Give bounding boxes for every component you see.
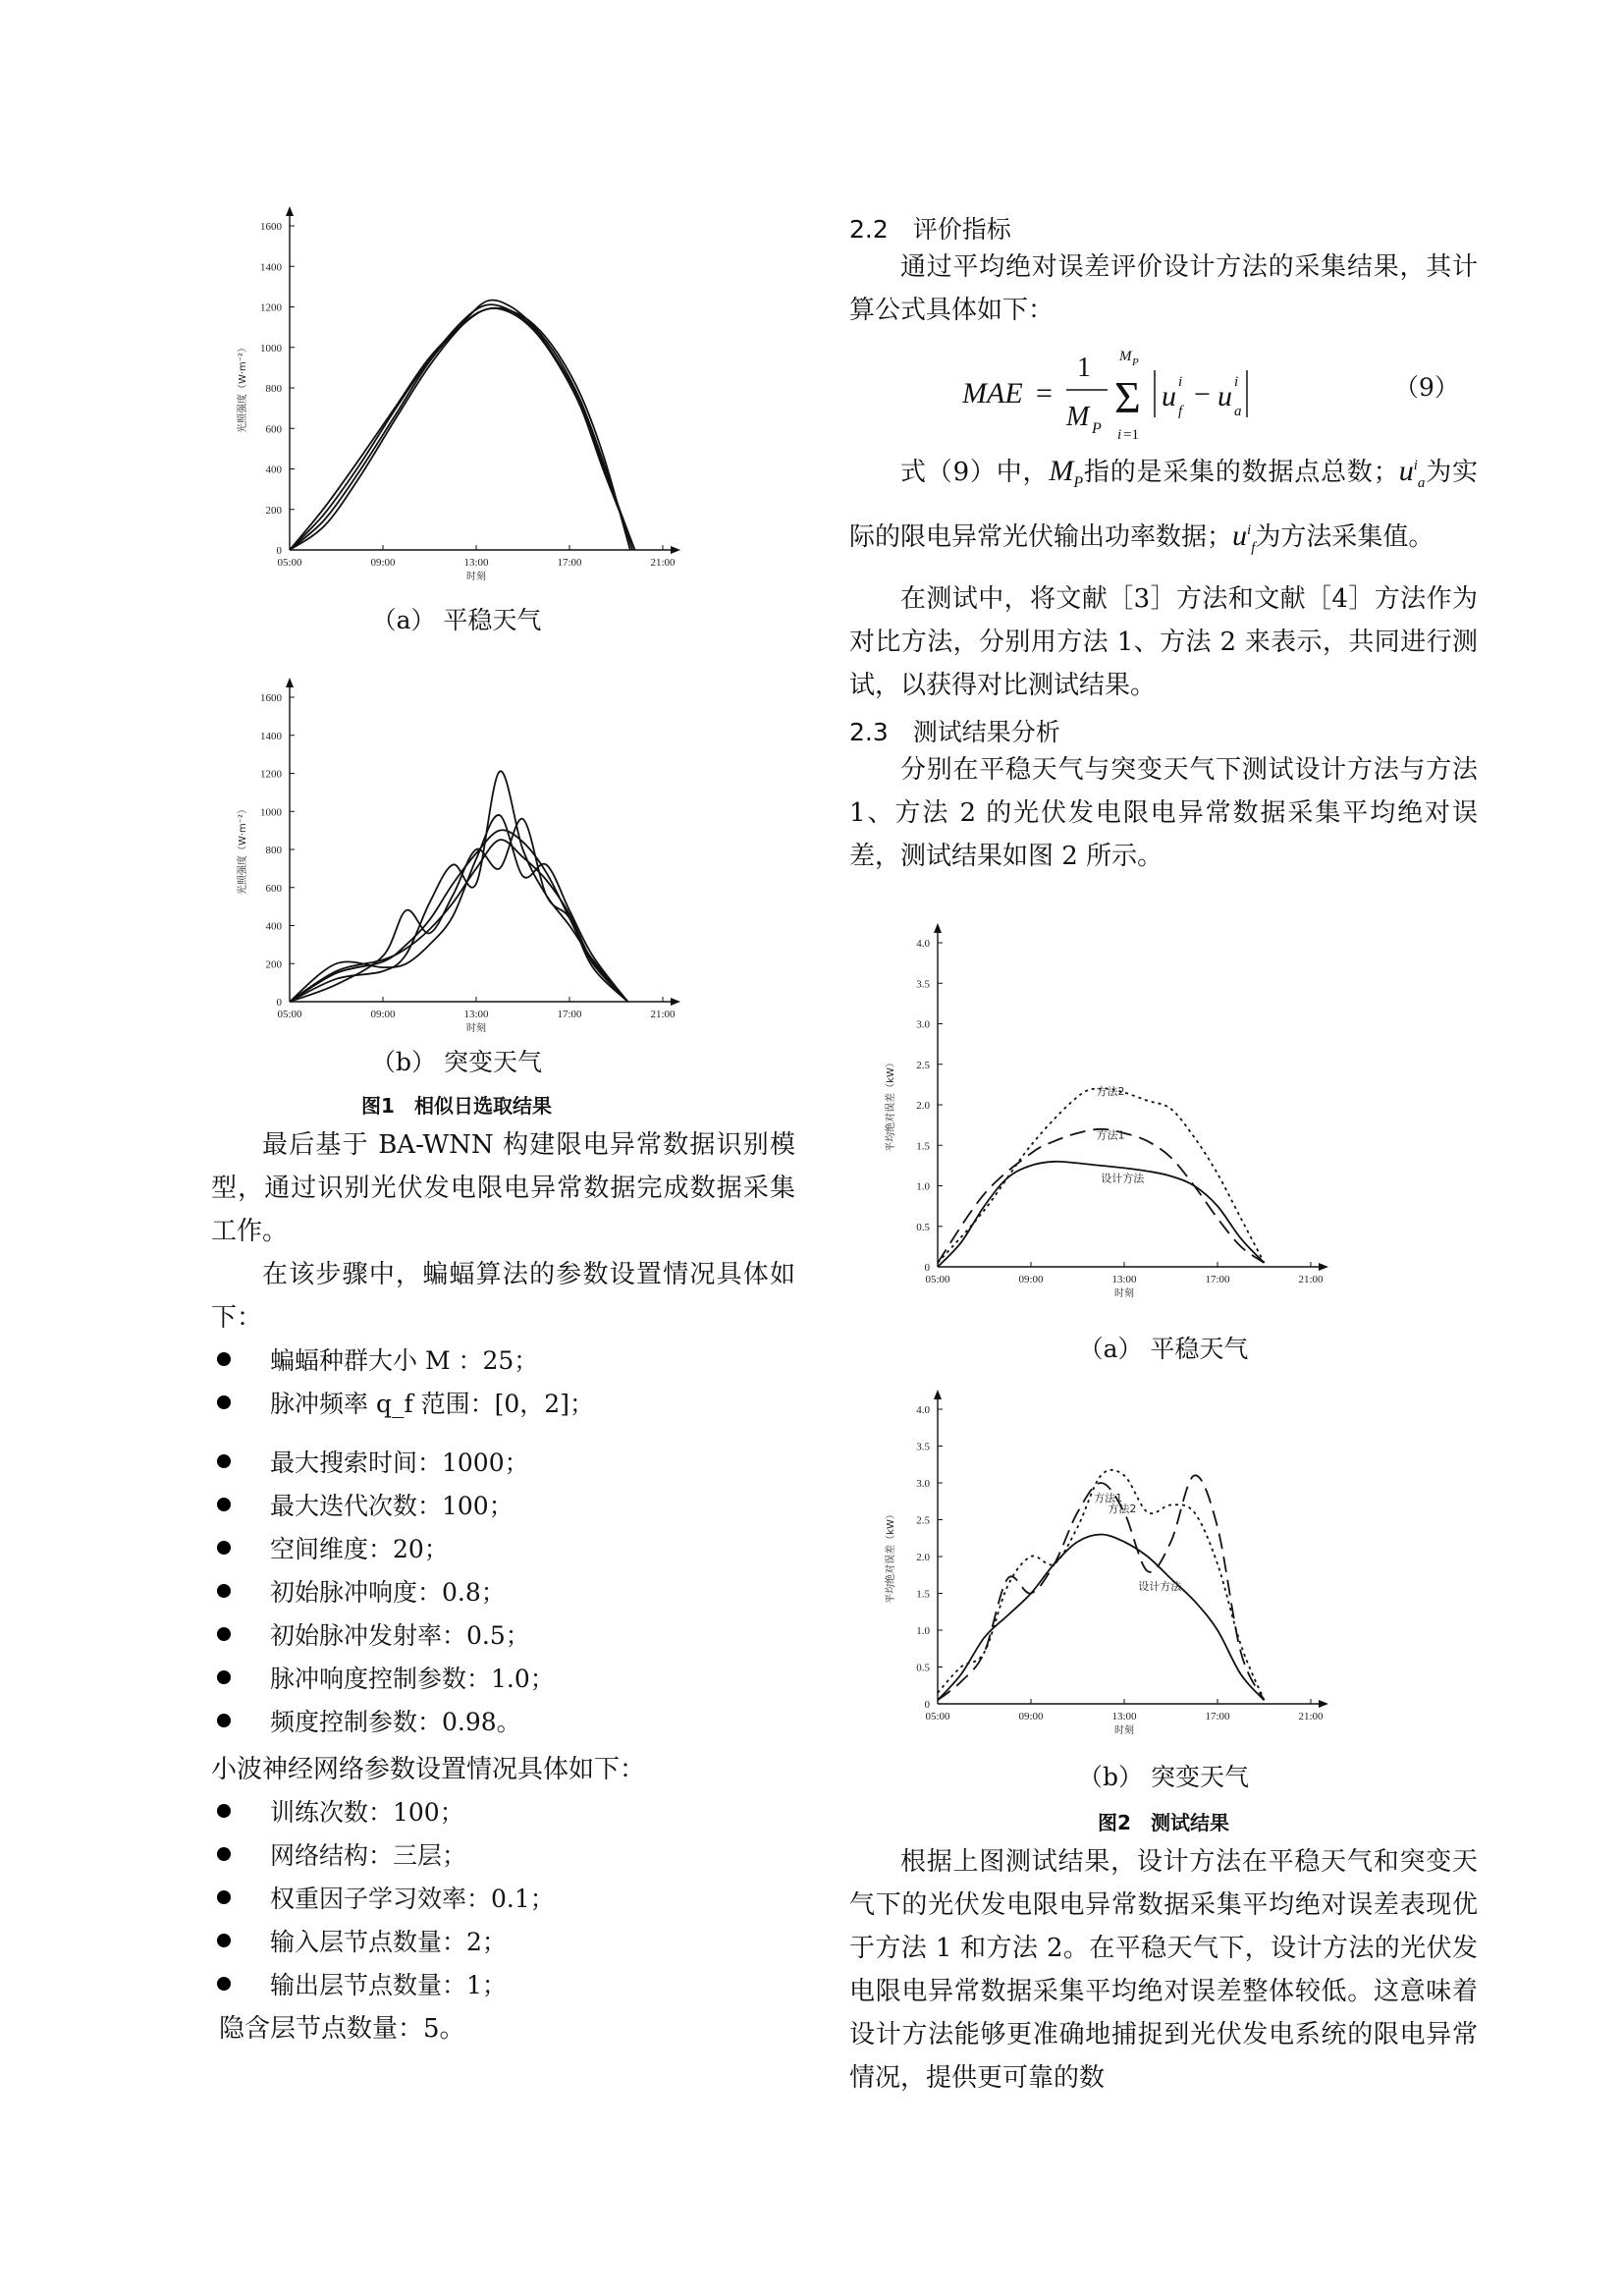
paragraph-wnn-params: 小波神经网络参数设置情况具体如下：	[211, 1755, 646, 1784]
bullet-dot	[217, 1934, 231, 1947]
x-tick-label: 21:00	[1298, 1711, 1324, 1722]
x-tick-label: 09:00	[1018, 1274, 1044, 1285]
series-line	[938, 1535, 1265, 1701]
y-tick-label: 800	[265, 845, 282, 856]
fig1b-svg	[211, 668, 676, 1041]
chart-fig1b	[211, 668, 676, 1041]
y-tick-label: 4.0	[916, 938, 930, 950]
fig1a-caption: （a） 平稳天气	[371, 606, 542, 634]
svg-text:M: M	[1119, 349, 1132, 364]
bullet-text: 训练次数：100；	[270, 1798, 464, 1827]
svg-text:Σ: Σ	[1114, 372, 1141, 422]
series-label: 设计方法	[1101, 1172, 1145, 1185]
x-tick-label: 13:00	[463, 1009, 489, 1020]
list-item	[211, 1339, 795, 1383]
paragraph-formula-explain	[849, 442, 1478, 572]
bullet-dot	[217, 1714, 231, 1727]
fig2a-caption: （a） 平稳天气	[1078, 1335, 1249, 1363]
y-tick-label: 400	[265, 920, 282, 933]
x-axis-label: 时刻	[466, 572, 486, 582]
bullet-text: 脉冲响度控制参数：1.0；	[270, 1665, 555, 1693]
x-tick-label: 17:00	[1205, 1711, 1230, 1722]
y-tick-label: 0.5	[916, 1662, 930, 1674]
y-tick-label: 1.0	[916, 1180, 930, 1193]
x-tick-label: 05:00	[277, 1009, 302, 1020]
y-tick-label: 400	[265, 464, 282, 476]
bullet-dot	[217, 1454, 231, 1468]
paragraph-model: 最后基于 BA-WNN 构建限电异常数据识别模型，通过识别光伏发电限电异常数据完成数据采集工作。	[211, 1130, 795, 1246]
svg-text:f: f	[1178, 404, 1183, 419]
series-label: 方法2	[1096, 1085, 1125, 1099]
x-tick-label: 13:00	[1111, 1274, 1137, 1285]
x-tick-label: 17:00	[557, 557, 582, 569]
svg-text:i: i	[1117, 427, 1122, 443]
var-ua: $u^i_a$	[1398, 455, 1426, 491]
x-tick-label: 21:00	[1298, 1274, 1324, 1285]
x-tick-label: 13:00	[463, 557, 489, 569]
mae-formula	[962, 339, 1355, 447]
paragraph-hidden-layer: 隐含层节点数量：5。	[219, 2014, 465, 2044]
bullet-text: 蝙蝠种群大小 M ：25；	[270, 1346, 539, 1375]
bat-parameter-list	[211, 1339, 795, 1744]
y-tick-label: 4.0	[916, 1404, 930, 1416]
paragraph-test-setup: 在测试中，将文献［3］方法和文献［4］方法作为对比方法，分别用方法 1、方法 2 来表示，共同进行测试，以获得对比测试结果。	[849, 584, 1478, 700]
x-tick-label: 17:00	[1205, 1274, 1230, 1285]
y-axis-label: 平均绝对误差（kW）	[886, 1058, 896, 1152]
bullet-text: 输出层节点数量：1；	[270, 1971, 507, 1999]
bullet-dot	[217, 1352, 231, 1366]
y-tick-label: 0	[276, 997, 282, 1009]
svg-text:=1: =1	[1123, 427, 1139, 443]
list-item	[211, 1834, 795, 1878]
x-axis-label: 时刻	[1114, 1288, 1134, 1299]
bullet-dot	[217, 1498, 231, 1511]
bullet-text: 空间维度：20；	[270, 1535, 449, 1563]
fig2b-svg	[879, 1380, 1330, 1758]
x-tick-label: 21:00	[650, 1009, 676, 1020]
y-tick-label: 1600	[260, 221, 282, 233]
formula-graphic	[962, 339, 1355, 447]
series-line	[938, 1129, 1265, 1263]
list-item	[211, 1571, 795, 1614]
x-axis-arrow	[671, 546, 680, 554]
bullet-dot	[217, 1670, 231, 1684]
x-tick-label: 05:00	[925, 1274, 950, 1285]
x-tick-label: 21:00	[650, 557, 676, 569]
y-axis-arrow	[934, 1390, 942, 1399]
y-tick-label: 200	[265, 958, 282, 971]
x-tick-label: 17:00	[557, 1009, 582, 1020]
bullet-text: 权重因子学习效率：0.1；	[270, 1885, 555, 1913]
y-tick-label: 3.5	[916, 978, 930, 991]
svg-text:a: a	[1234, 404, 1242, 419]
list-item	[211, 1701, 795, 1744]
bullet-text: 输入层节点数量：2；	[270, 1928, 507, 1956]
x-axis-arrow	[1319, 1263, 1328, 1271]
formula-number: （9）	[1394, 373, 1459, 402]
y-tick-label: 600	[265, 882, 282, 895]
list-item	[211, 1383, 795, 1442]
x-tick-label: 05:00	[277, 557, 302, 569]
y-tick-label: 1.5	[916, 1588, 930, 1601]
series-line	[290, 819, 627, 1002]
formula-explain-b: 指的是采集的数据点总数；	[1083, 458, 1399, 487]
paragraph-bat-params: 在该步骤中，蝙蝠算法的参数设置情况具体如下：	[211, 1260, 795, 1333]
paragraph-evaluation: 通过平均绝对误差评价设计方法的采集结果，其计算公式具体如下：	[849, 252, 1478, 325]
list-item	[211, 1528, 795, 1571]
y-tick-label: 1400	[260, 261, 282, 274]
bullet-dot	[217, 1804, 231, 1818]
list-item	[211, 1658, 795, 1701]
fig2b-caption: （b） 突变天气	[1078, 1763, 1249, 1791]
list-item	[211, 1964, 795, 2007]
y-axis-label: 光照强度（W·m⁻²）	[238, 342, 248, 434]
svg-text:P: P	[1092, 420, 1102, 437]
series-line	[290, 308, 635, 550]
x-axis-arrow	[671, 998, 680, 1006]
chart-fig2a	[879, 913, 1330, 1326]
list-item	[211, 1485, 795, 1528]
bullet-text: 初始脉冲发射率：0.5；	[270, 1621, 530, 1650]
svg-text:i: i	[1234, 374, 1239, 390]
bullet-dot	[217, 1977, 231, 1991]
list-item	[211, 1921, 795, 1964]
svg-text:MAE: MAE	[962, 377, 1023, 410]
bullet-dot	[217, 1627, 231, 1641]
svg-text:i: i	[1178, 374, 1183, 390]
y-tick-label: 0	[276, 545, 282, 557]
y-tick-label: 1400	[260, 730, 282, 742]
formula-explain-c: 为实际的限电异常光伏输出功率数据；	[849, 458, 1478, 552]
fig2a-svg	[879, 913, 1330, 1326]
series-line	[290, 830, 627, 1002]
y-axis-arrow	[934, 923, 942, 933]
formula-explain-a: 式（9）中，	[900, 458, 1050, 487]
bullet-dot	[217, 1890, 231, 1904]
svg-text:u: u	[1162, 380, 1176, 412]
var-mp: $M_P$	[1049, 455, 1084, 491]
bullet-text: 网络结构：三层；	[270, 1841, 467, 1870]
chart-fig2b	[879, 1380, 1330, 1758]
fig1a-svg	[211, 196, 676, 589]
list-item	[211, 1614, 795, 1658]
x-tick-label: 13:00	[1111, 1711, 1137, 1722]
bullet-text: 频度控制参数：0.98。	[270, 1708, 521, 1736]
series-label: 方法2	[1108, 1503, 1137, 1515]
series-line	[290, 308, 630, 550]
y-tick-label: 1000	[260, 806, 282, 819]
series-line	[938, 1475, 1265, 1700]
fig1-caption: 图1 相似日选取结果	[361, 1094, 552, 1118]
y-tick-label: 2.0	[916, 1552, 930, 1563]
section-heading-2-3: 2.3 测试结果分析	[849, 718, 1060, 746]
list-item	[211, 1878, 795, 1921]
series-label: 方法1	[1094, 1491, 1123, 1504]
bullet-dot	[217, 1395, 231, 1409]
y-tick-label: 0	[924, 1262, 930, 1274]
y-axis-arrow	[286, 678, 294, 687]
x-tick-label: 09:00	[370, 557, 396, 569]
series-line	[290, 815, 627, 1002]
bullet-text: 最大迭代次数：100；	[270, 1492, 514, 1520]
y-tick-label: 1600	[260, 692, 282, 704]
series-line	[290, 771, 627, 1002]
svg-text:M: M	[1066, 402, 1090, 432]
paragraph-conclusion: 根据上图测试结果，设计方法在平稳天气和突变天气下的光伏发电限电异常数据采集平均绝对误差表现优于方法 1 和方法 2。在平稳天气下，设计方法的光伏发电限电异常数据采集平均绝对误差整体较低。这意味着设计方法能够更准确地捕捉到光伏发电系统的限电异常情况，提供更可靠的数	[849, 1847, 1478, 2093]
y-tick-label: 2.0	[916, 1100, 930, 1112]
x-tick-label: 09:00	[1018, 1711, 1044, 1722]
y-tick-label: 1200	[260, 768, 282, 781]
series-line	[290, 301, 632, 550]
var-uf: $u^i_f$	[1232, 519, 1256, 556]
paragraph-test-analysis: 分别在平稳天气与突变天气下测试设计方法与方法 1、方法 2 的光伏发电限电异常数据采集平均绝对误差，测试结果如图 2 所示。	[849, 755, 1478, 871]
y-tick-label: 600	[265, 423, 282, 436]
fig2-caption: 图2 测试结果	[1098, 1811, 1229, 1834]
y-tick-label: 1.5	[916, 1140, 930, 1153]
y-axis-label: 光照强度（W·m⁻²）	[238, 803, 248, 896]
y-axis-arrow	[286, 206, 294, 216]
y-tick-label: 0.5	[916, 1221, 930, 1233]
y-tick-label: 3.0	[916, 1478, 930, 1490]
bullet-text: 脉冲频率 q_f 范围：[0，2]；	[270, 1390, 594, 1418]
bullet-dot	[217, 1584, 231, 1598]
svg-text:=: =	[1036, 377, 1053, 410]
bullet-dot	[217, 1541, 231, 1555]
bullet-text: 初始脉冲响度：0.8；	[270, 1578, 506, 1607]
y-tick-label: 200	[265, 504, 282, 517]
x-tick-label: 05:00	[925, 1711, 950, 1722]
y-tick-label: 1.0	[916, 1625, 930, 1637]
series-label: 设计方法	[1138, 1579, 1182, 1593]
chart-fig1a	[211, 196, 676, 589]
y-tick-label: 2.5	[916, 1059, 930, 1071]
svg-text:1: 1	[1077, 353, 1091, 383]
svg-text:P: P	[1132, 356, 1139, 368]
y-tick-label: 3.0	[916, 1018, 930, 1031]
section-heading-2-2: 2.2 评价指标	[849, 215, 1011, 244]
bullet-dot	[217, 1847, 231, 1861]
x-axis-arrow	[1319, 1700, 1328, 1708]
x-axis-label: 时刻	[1114, 1725, 1134, 1736]
y-axis-label: 平均绝对误差（kW）	[886, 1509, 896, 1604]
series-line	[938, 1470, 1265, 1700]
series-line	[290, 304, 635, 550]
y-tick-label: 1200	[260, 301, 282, 314]
list-item	[211, 1791, 795, 1834]
y-tick-label: 0	[924, 1699, 930, 1711]
y-tick-label: 3.5	[916, 1441, 930, 1453]
series-label: 方法1	[1096, 1128, 1125, 1142]
fig1b-caption: （b） 突变天气	[371, 1048, 542, 1076]
x-tick-label: 09:00	[370, 1009, 396, 1020]
list-item	[211, 1442, 795, 1485]
svg-text:−: −	[1194, 378, 1211, 410]
wnn-parameter-list	[211, 1791, 795, 2007]
y-tick-label: 1000	[260, 342, 282, 355]
y-tick-label: 2.5	[916, 1514, 930, 1527]
x-axis-label: 时刻	[466, 1023, 486, 1034]
y-tick-label: 800	[265, 383, 282, 395]
svg-text:u: u	[1217, 380, 1232, 412]
bullet-text: 最大搜索时间：1000；	[270, 1449, 529, 1477]
formula-explain-d: 为方法采集值。	[1255, 522, 1434, 552]
